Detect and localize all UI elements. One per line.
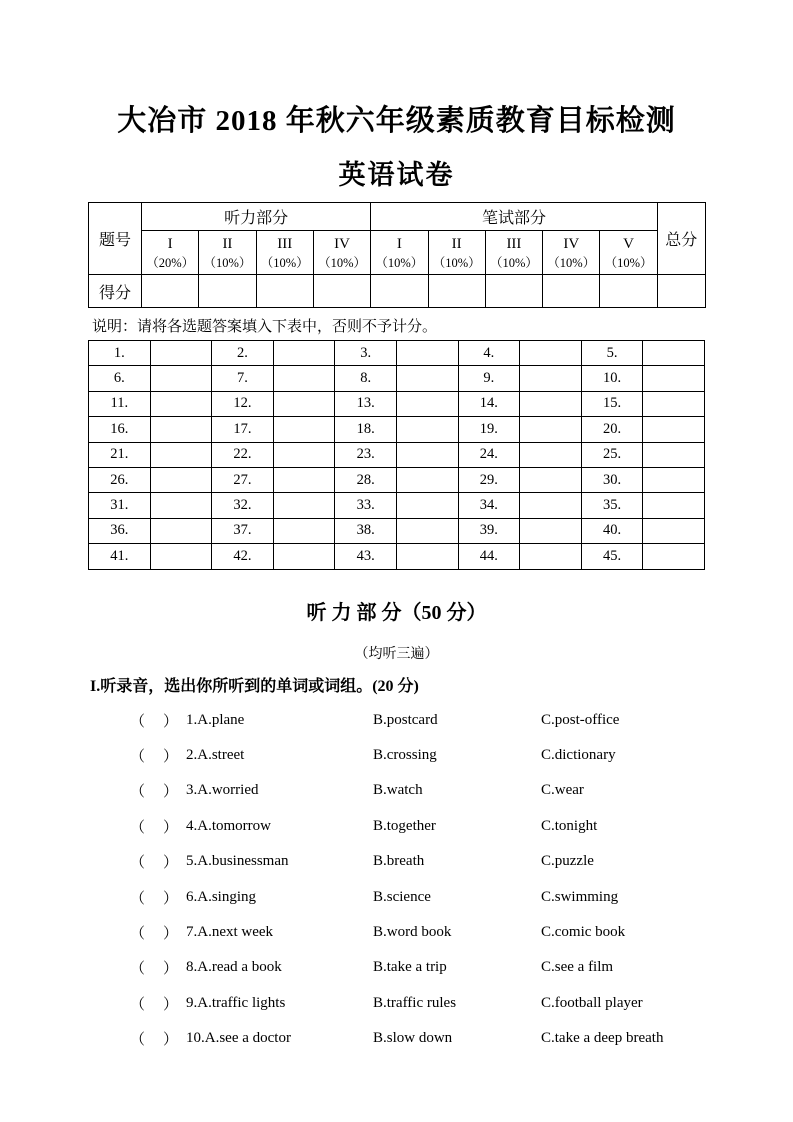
answer-blank-cell [150,417,212,442]
answer-bracket [130,816,178,837]
option-b: B.watch [373,782,423,799]
option-a: 6.A.singing [186,888,257,905]
answer-blank-cell [273,518,335,543]
score-fill-cell [485,275,542,308]
bracket-close: ） [162,926,178,943]
question-number-cell: 43. [335,544,397,569]
option-b: B.science [373,888,431,905]
question-number-cell: 18. [335,417,397,442]
question-number-cell: 31. [89,493,151,518]
option-c: C.see a film [541,959,614,976]
answer-grid-row [89,518,705,543]
score-fill-cell [371,275,428,308]
answer-grid-row [89,467,705,492]
answer-blank-cell [520,493,582,518]
answer-blank-cell [273,467,335,492]
answer-grid-table [88,340,705,570]
score-row-label: 得分 [89,275,142,308]
answer-blank-cell [643,341,705,366]
answer-blank-cell [150,493,212,518]
option-b: B.take a trip [373,959,447,976]
question-number-cell: 45. [581,544,643,569]
answer-blank-cell [643,493,705,518]
question-number-cell: 1. [89,341,151,366]
answer-bracket [130,745,178,766]
option-b: B.slow down [373,1030,453,1047]
bracket-open: （ [130,713,146,730]
answer-blank-cell [520,391,582,416]
answer-blank-cell [643,544,705,569]
answer-blank-cell [150,442,212,467]
bracket-close: ） [162,890,178,907]
score-header-row [89,203,706,231]
total-score-header: 总分 [657,203,705,275]
question-number-cell: 24. [458,442,520,467]
bracket-open: （ [130,961,146,978]
written-part-header: 笔试部分 [371,203,658,231]
question-number-cell: 26. [89,467,151,492]
question-number-cell: 20. [581,417,643,442]
answer-blank-cell [520,366,582,391]
answer-blank-cell [520,442,582,467]
option-a: 2.A.street [186,747,245,764]
question-number-cell: 27. [212,467,274,492]
answer-blank-cell [150,366,212,391]
question-number-cell: 13. [335,391,397,416]
question-number-cell: 21. [89,442,151,467]
option-c: C.football player [541,994,643,1011]
score-column-header: II （10%） [428,231,485,275]
score-fill-cell [600,275,657,308]
answer-blank-cell [273,341,335,366]
option-a: 7.A.next week [186,924,274,941]
answer-grid-row [89,442,705,467]
score-fill-cell [657,275,705,308]
answer-blank-cell [150,341,212,366]
score-column-header: IV （10%） [313,231,370,275]
answer-blank-cell [520,467,582,492]
question-number-cell: 4. [458,341,520,366]
score-summary-table [88,202,706,308]
answer-sheet-note: 说明：请将各选题答案填入下表中，否则不予计分。 [92,319,438,335]
question-number-cell: 5. [581,341,643,366]
bracket-close: ） [162,819,178,836]
option-b: B.breath [373,853,425,870]
answer-blank-cell [643,417,705,442]
option-b: B.together [373,817,436,834]
option-c: C.wear [541,782,584,799]
answer-bracket [130,780,178,801]
answer-blank-cell [396,518,458,543]
question-number-cell: 11. [89,391,151,416]
answer-blank-cell [273,544,335,569]
answer-grid-row [89,493,705,518]
question-number-cell: 12. [212,391,274,416]
score-column-header: II （10%） [199,231,256,275]
question-number-cell: 36. [89,518,151,543]
answer-bracket [130,957,178,978]
question-number-cell: 28. [335,467,397,492]
option-c: C.comic book [541,924,626,941]
answer-blank-cell [643,467,705,492]
option-b: B.traffic rules [373,994,457,1011]
answer-bracket [130,922,178,943]
question-number-cell: 40. [581,518,643,543]
option-c: C.take a deep breath [541,1030,664,1047]
answer-grid-row [89,417,705,442]
question-number-cell: 37. [212,518,274,543]
exam-content [88,102,705,1056]
option-a: 1.A.plane [186,711,245,728]
score-column-header: III （10%） [256,231,313,275]
score-fill-cell [313,275,370,308]
bracket-open: （ [130,855,146,872]
question-number-cell: 9. [458,366,520,391]
answer-blank-cell [396,417,458,442]
answer-blank-cell [643,518,705,543]
question-row [130,1021,705,1056]
answer-blank-cell [396,366,458,391]
score-fill-cell [142,275,199,308]
answer-blank-cell [150,518,212,543]
question-number-cell: 34. [458,493,520,518]
option-a: 9.A.traffic lights [186,994,286,1011]
answer-blank-cell [396,341,458,366]
bracket-open: （ [130,784,146,801]
question-number-cell: 8. [335,366,397,391]
option-b: B.postcard [373,711,438,728]
question-number-cell: 6. [89,366,151,391]
option-c: C.dictionary [541,747,616,764]
exam-title: 大冶市 2018 年秋六年级素质教育目标检测 [117,105,676,137]
question-number-cell: 17. [212,417,274,442]
bracket-close: ） [162,996,178,1013]
score-fill-cell [428,275,485,308]
answer-blank-cell [273,417,335,442]
option-c: C.tonight [541,817,598,834]
option-a: 8.A.read a book [186,959,282,976]
answer-blank-cell [396,391,458,416]
option-c: C.post-office [541,711,620,728]
question-number-cell: 35. [581,493,643,518]
question-number-cell: 2. [212,341,274,366]
part1-heading: I.听录音，选出你所听到的单词或词组。(20 分) [90,677,419,695]
answer-blank-cell [396,467,458,492]
answer-bracket [130,993,178,1014]
bracket-close: ） [162,749,178,766]
question-row [130,915,705,950]
question-number-cell: 22. [212,442,274,467]
question-row [130,703,705,738]
option-b: B.word book [373,924,452,941]
question-number-cell: 19. [458,417,520,442]
answer-blank-cell [273,391,335,416]
question-number-cell: 30. [581,467,643,492]
answer-blank-cell [520,417,582,442]
bracket-open: （ [130,749,146,766]
answer-blank-cell [396,544,458,569]
answer-grid-row [89,544,705,569]
answer-blank-cell [396,442,458,467]
answer-bracket [130,1028,178,1049]
score-column-header: V （10%） [600,231,657,275]
bracket-close: ） [162,855,178,872]
question-list [130,703,705,1057]
question-number-cell: 23. [335,442,397,467]
answer-blank-cell [273,493,335,518]
bracket-open: （ [130,926,146,943]
score-column-row [89,231,706,275]
question-number-cell: 14. [458,391,520,416]
answer-bracket [130,851,178,872]
answer-blank-cell [396,493,458,518]
question-row [130,738,705,773]
score-column-header: I （20%） [142,231,199,275]
question-number-cell: 42. [212,544,274,569]
answer-blank-cell [643,442,705,467]
answer-blank-cell [150,391,212,416]
option-c: C.puzzle [541,853,594,870]
question-row [130,773,705,808]
score-fill-cell [543,275,600,308]
question-number-cell: 25. [581,442,643,467]
bracket-open: （ [130,996,146,1013]
question-row [130,986,705,1021]
bracket-open: （ [130,1032,146,1049]
answer-blank-cell [520,544,582,569]
score-fill-cell [199,275,256,308]
answer-bracket [130,887,178,908]
answer-grid-row [89,341,705,366]
question-row [130,809,705,844]
answer-blank-cell [273,366,335,391]
question-row [130,950,705,985]
option-b: B.crossing [373,747,437,764]
score-fill-row [89,275,706,308]
question-number-cell: 3. [335,341,397,366]
question-number-cell: 10. [581,366,643,391]
answer-blank-cell [150,467,212,492]
listening-section-subheading: （均听三遍） [354,646,439,662]
question-row [130,844,705,879]
answer-blank-cell [643,366,705,391]
option-c: C.swimming [541,888,619,905]
question-row [130,879,705,914]
question-number-cell: 16. [89,417,151,442]
answer-bracket [130,710,178,731]
score-fill-cell [256,275,313,308]
listening-section-heading: 听 力 部 分（50 分） [306,601,487,624]
answer-blank-cell [150,544,212,569]
question-number-cell: 39. [458,518,520,543]
question-number-cell: 15. [581,391,643,416]
score-column-header: IV （10%） [543,231,600,275]
question-number-cell: 38. [335,518,397,543]
exam-subtitle: 英语试卷 [338,160,455,190]
score-column-header: III （10%） [485,231,542,275]
bracket-close: ） [162,961,178,978]
question-number-cell: 41. [89,544,151,569]
bracket-close: ） [162,784,178,801]
answer-blank-cell [643,391,705,416]
question-number-cell: 29. [458,467,520,492]
question-number-cell: 32. [212,493,274,518]
score-corner-label: 题号 [89,203,142,275]
listening-part-header: 听力部分 [142,203,371,231]
option-a: 5.A.businessman [186,853,289,870]
bracket-close: ） [162,1032,178,1049]
answer-blank-cell [520,518,582,543]
answer-grid-row [89,391,705,416]
bracket-open: （ [130,819,146,836]
score-column-header: I （10%） [371,231,428,275]
option-a: 4.A.tomorrow [186,817,271,834]
answer-blank-cell [273,442,335,467]
question-number-cell: 44. [458,544,520,569]
option-a: 10.A.see a doctor [186,1030,291,1047]
answer-blank-cell [520,341,582,366]
option-a: 3.A.worried [186,782,259,799]
answer-grid-row [89,366,705,391]
bracket-open: （ [130,890,146,907]
question-number-cell: 7. [212,366,274,391]
question-number-cell: 33. [335,493,397,518]
bracket-close: ） [162,713,178,730]
